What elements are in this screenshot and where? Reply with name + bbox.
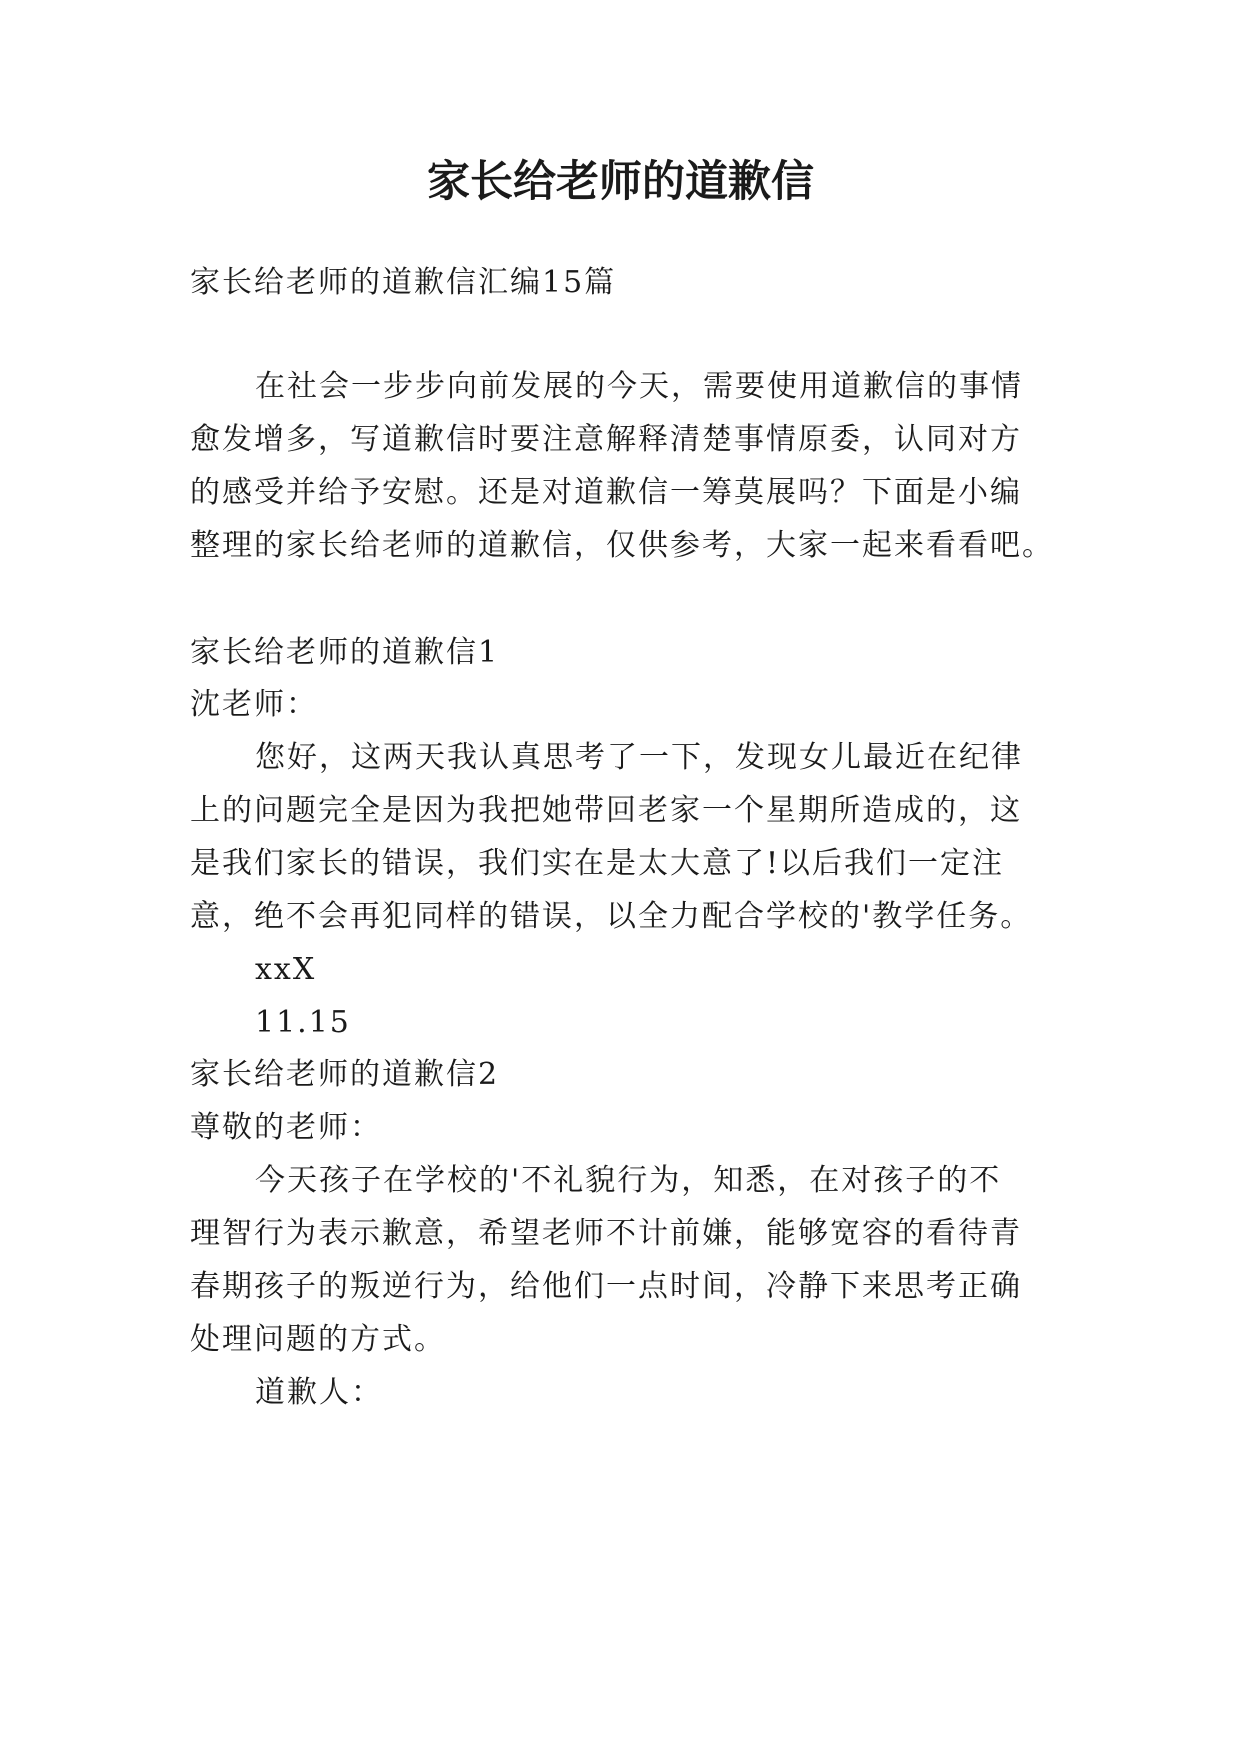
intro-line-3: 的感受并给予安慰。还是对道歉信一筹莫展吗？下面是小编 [190, 475, 1022, 510]
letter2-body-line-1: 今天孩子在学校的'不礼貌行为，知悉，在对孩子的不 [255, 1163, 1002, 1198]
intro-line-2: 愈发增多，写道歉信时要注意解释清楚事情原委，认同对方 [190, 422, 1022, 457]
letter1-date: 11.15 [255, 1005, 351, 1040]
letter1-body-line-3: 是我们家长的错误，我们实在是太大意了!以后我们一定注 [190, 846, 1005, 881]
letter2-body-line-4: 处理问题的方式。 [190, 1322, 446, 1357]
document-title: 家长给老师的道歉信 [427, 157, 814, 207]
letter1-body-line-1: 您好，这两天我认真思考了一下，发现女儿最近在纪律 [255, 740, 1023, 775]
letter1-body-line-2: 上的问题完全是因为我把她带回老家一个星期所造成的，这 [190, 793, 1022, 828]
letter2-salutation: 尊敬的老师： [190, 1110, 382, 1145]
letter2-heading: 家长给老师的道歉信2 [190, 1057, 500, 1092]
letter1-signature: xxX [255, 952, 317, 987]
letter2-body-line-2: 理智行为表示歉意，希望老师不计前嫌，能够宽容的看待青 [190, 1216, 1022, 1251]
letter1-heading: 家长给老师的道歉信1 [190, 635, 500, 670]
letter1-body-line-4: 意，绝不会再犯同样的错误，以全力配合学校的'教学任务。 [190, 899, 1033, 934]
letter2-signer-label: 道歉人： [255, 1375, 383, 1410]
intro-line-1: 在社会一步步向前发展的今天，需要使用道歉信的事情 [255, 369, 1023, 404]
letter1-salutation: 沈老师： [190, 687, 318, 722]
document-subtitle: 家长给老师的道歉信汇编15篇 [190, 265, 617, 300]
intro-line-4: 整理的家长给老师的道歉信，仅供参考，大家一起来看看吧。 [190, 528, 1054, 563]
letter2-body-line-3: 春期孩子的叛逆行为，给他们一点时间，冷静下来思考正确 [190, 1269, 1022, 1304]
